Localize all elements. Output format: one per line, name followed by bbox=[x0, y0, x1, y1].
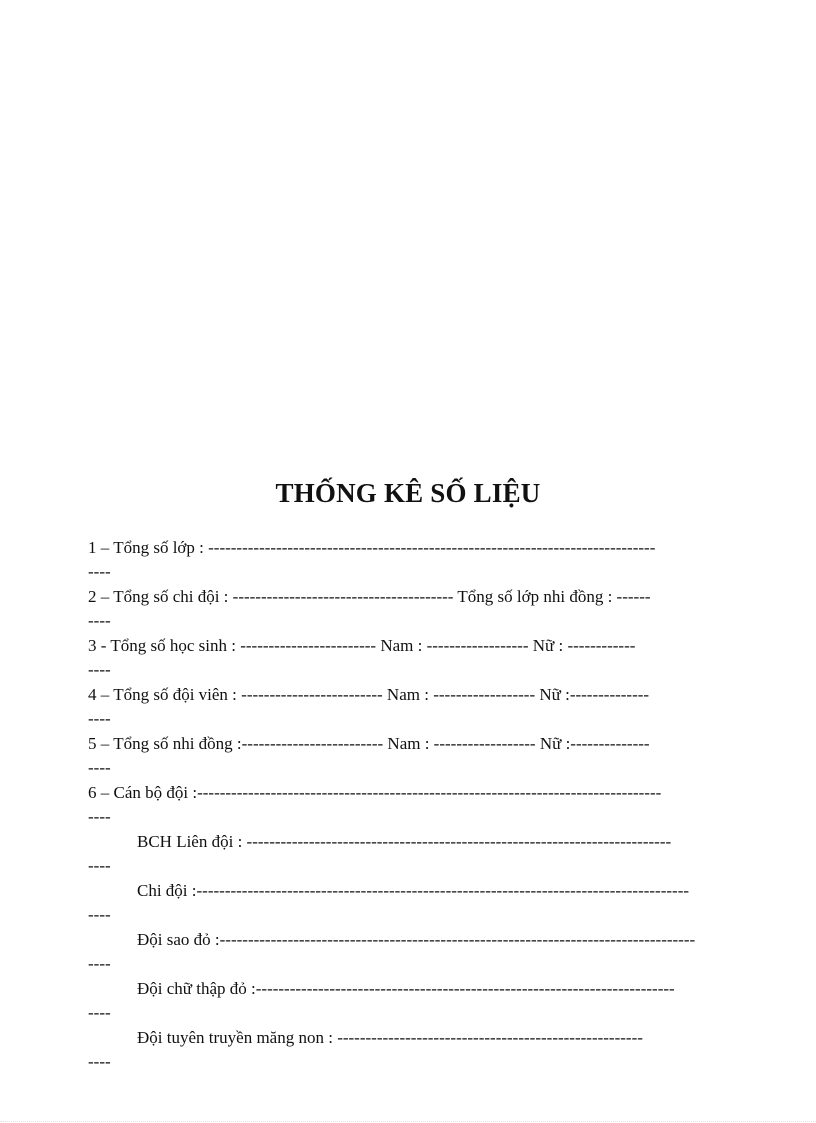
field-team-officers bbox=[88, 781, 746, 830]
field-continuation: ---- bbox=[88, 1052, 111, 1071]
page-title: THỐNG KÊ SỐ LIỆU bbox=[275, 478, 541, 508]
field-total-squads bbox=[88, 585, 746, 634]
field-line: 2 – Tổng số chi đội : --------------------------------------- Tổng số lớp nhi đồng : ------ bbox=[88, 587, 651, 606]
field-total-students bbox=[88, 634, 746, 683]
field-line: Chi đội :--------------------------------------------------------------------------------------- bbox=[137, 881, 690, 900]
field-total-team-members bbox=[88, 683, 746, 732]
field-line: Đội chữ thập đỏ :-------------------------------------------------------------------------- bbox=[137, 979, 675, 998]
field-continuation: ---- bbox=[88, 905, 111, 924]
field-line: 4 – Tổng số đội viên : ------------------------- Nam : ------------------ Nữ :-------------- bbox=[88, 685, 650, 704]
field-continuation: ---- bbox=[88, 660, 111, 679]
field-continuation: ---- bbox=[88, 954, 111, 973]
field-total-classes bbox=[88, 536, 746, 585]
field-continuation: ---- bbox=[88, 856, 111, 875]
field-continuation: ---- bbox=[88, 562, 111, 581]
page-bottom-rule bbox=[0, 1121, 816, 1122]
field-continuation: ---- bbox=[88, 611, 111, 630]
field-line: Đội tuyên truyền măng non : ------------------------------------------------------ bbox=[137, 1028, 643, 1047]
field-continuation: ---- bbox=[88, 807, 111, 826]
field-continuation: ---- bbox=[88, 1003, 111, 1022]
field-bch-lien-doi bbox=[88, 830, 746, 879]
field-line: BCH Liên đội : --------------------------------------------------------------------------- bbox=[137, 832, 672, 851]
field-doi-tuyen-truyen bbox=[88, 1026, 746, 1075]
field-line: 3 - Tổng số học sinh : ------------------------ Nam : ------------------ Nữ : ------------ bbox=[88, 636, 636, 655]
field-doi-chu-thap-do bbox=[88, 977, 746, 1026]
field-doi-sao-do bbox=[88, 928, 746, 977]
field-line: 6 – Cán bộ đội :---------------------------------------------------------------------------------- bbox=[88, 783, 662, 802]
field-line: 1 – Tổng số lớp : ------------------------------------------------------------------------------- bbox=[88, 538, 656, 557]
field-line: 5 – Tổng số nhi đồng :------------------------- Nam : ------------------ Nữ :-------------- bbox=[88, 734, 650, 753]
field-continuation: ---- bbox=[88, 709, 111, 728]
statistics-form bbox=[88, 536, 746, 1075]
field-line: Đội sao đỏ :------------------------------------------------------------------------------------ bbox=[137, 930, 696, 949]
field-continuation: ---- bbox=[88, 758, 111, 777]
field-total-young-pioneers bbox=[88, 732, 746, 781]
field-chi-doi bbox=[88, 879, 746, 928]
